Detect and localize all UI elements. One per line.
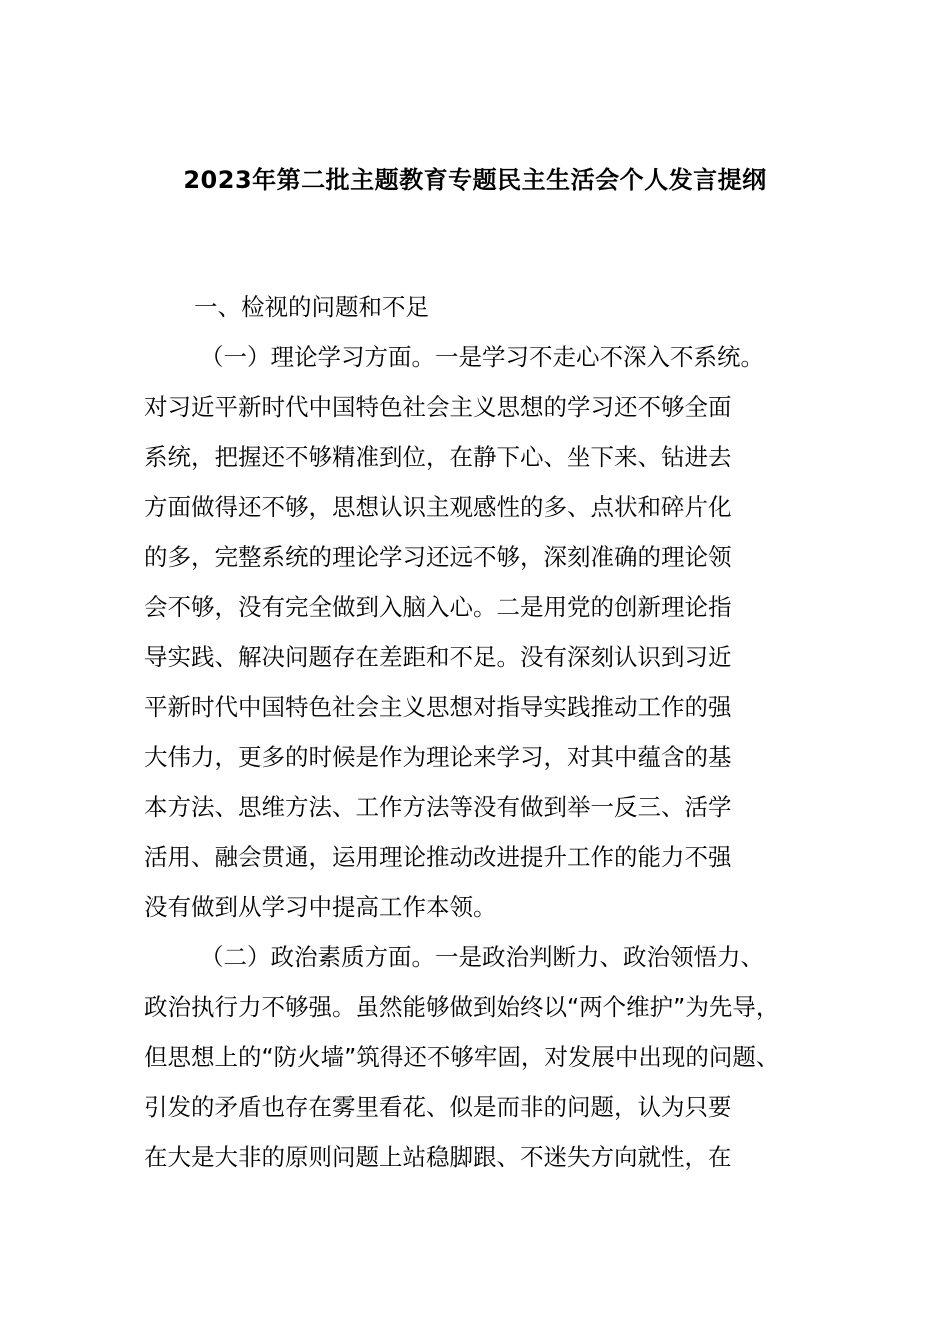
paragraph-line: 在大是大非的原则问题上站稳脚跟、不迷失方向就性，在 [144,1143,732,1171]
document-title: 2023年第二批主题教育专题民主生活会个人发言提纲 [183,166,767,194]
paragraph-line: 但思想上的“防火墙”筑得还不够牢固，对发展中出现的问题、 [144,1043,780,1071]
paragraph-line: 没有做到从学习中提高工作本领。 [144,893,497,921]
document-body [144,282,834,1182]
paragraph-line: 方面做得还不够，思想认识主观感性的多、点状和碎片化 [144,493,732,521]
paragraph-line: 对习近平新时代中国特色社会主义思想的学习还不够全面 [144,393,732,421]
paragraph-line: 导实践、解决问题存在差距和不足。没有深刻认识到习近 [144,643,732,671]
paragraph-line: （一）理论学习方面。一是学习不走心不深入不系统。 [200,343,764,371]
paragraph-line: 的多，完整系统的理论学习还远不够，深刻准确的理论领 [144,543,732,571]
paragraph-line: 平新时代中国特色社会主义思想对指导实践推动工作的强 [144,693,732,721]
paragraph-line: 政治执行力不够强。虽然能够做到始终以“两个维护”为先导， [144,993,780,1021]
paragraph-line: 引发的矛盾也存在雾里看花、似是而非的问题，认为只要 [144,1093,732,1121]
paragraph-line: 活用、融会贯通，运用理论推动改进提升工作的能力不强 [144,843,732,871]
paragraph-line: 本方法、思维方法、工作方法等没有做到举一反三、活学 [144,793,732,821]
paragraph-line: 大伟力，更多的时候是作为理论来学习，对其中蕴含的基 [144,743,732,771]
paragraph-line: 会不够，没有完全做到入脑入心。二是用党的创新理论指 [144,593,732,621]
paragraph-line: （二）政治素质方面。一是政治判断力、政治领悟力、 [200,943,764,971]
paragraph-line: 系统，把握还不够精准到位，在静下心、坐下来、钻进去 [144,443,732,471]
section-heading: 一、检视的问题和不足 [194,293,429,321]
